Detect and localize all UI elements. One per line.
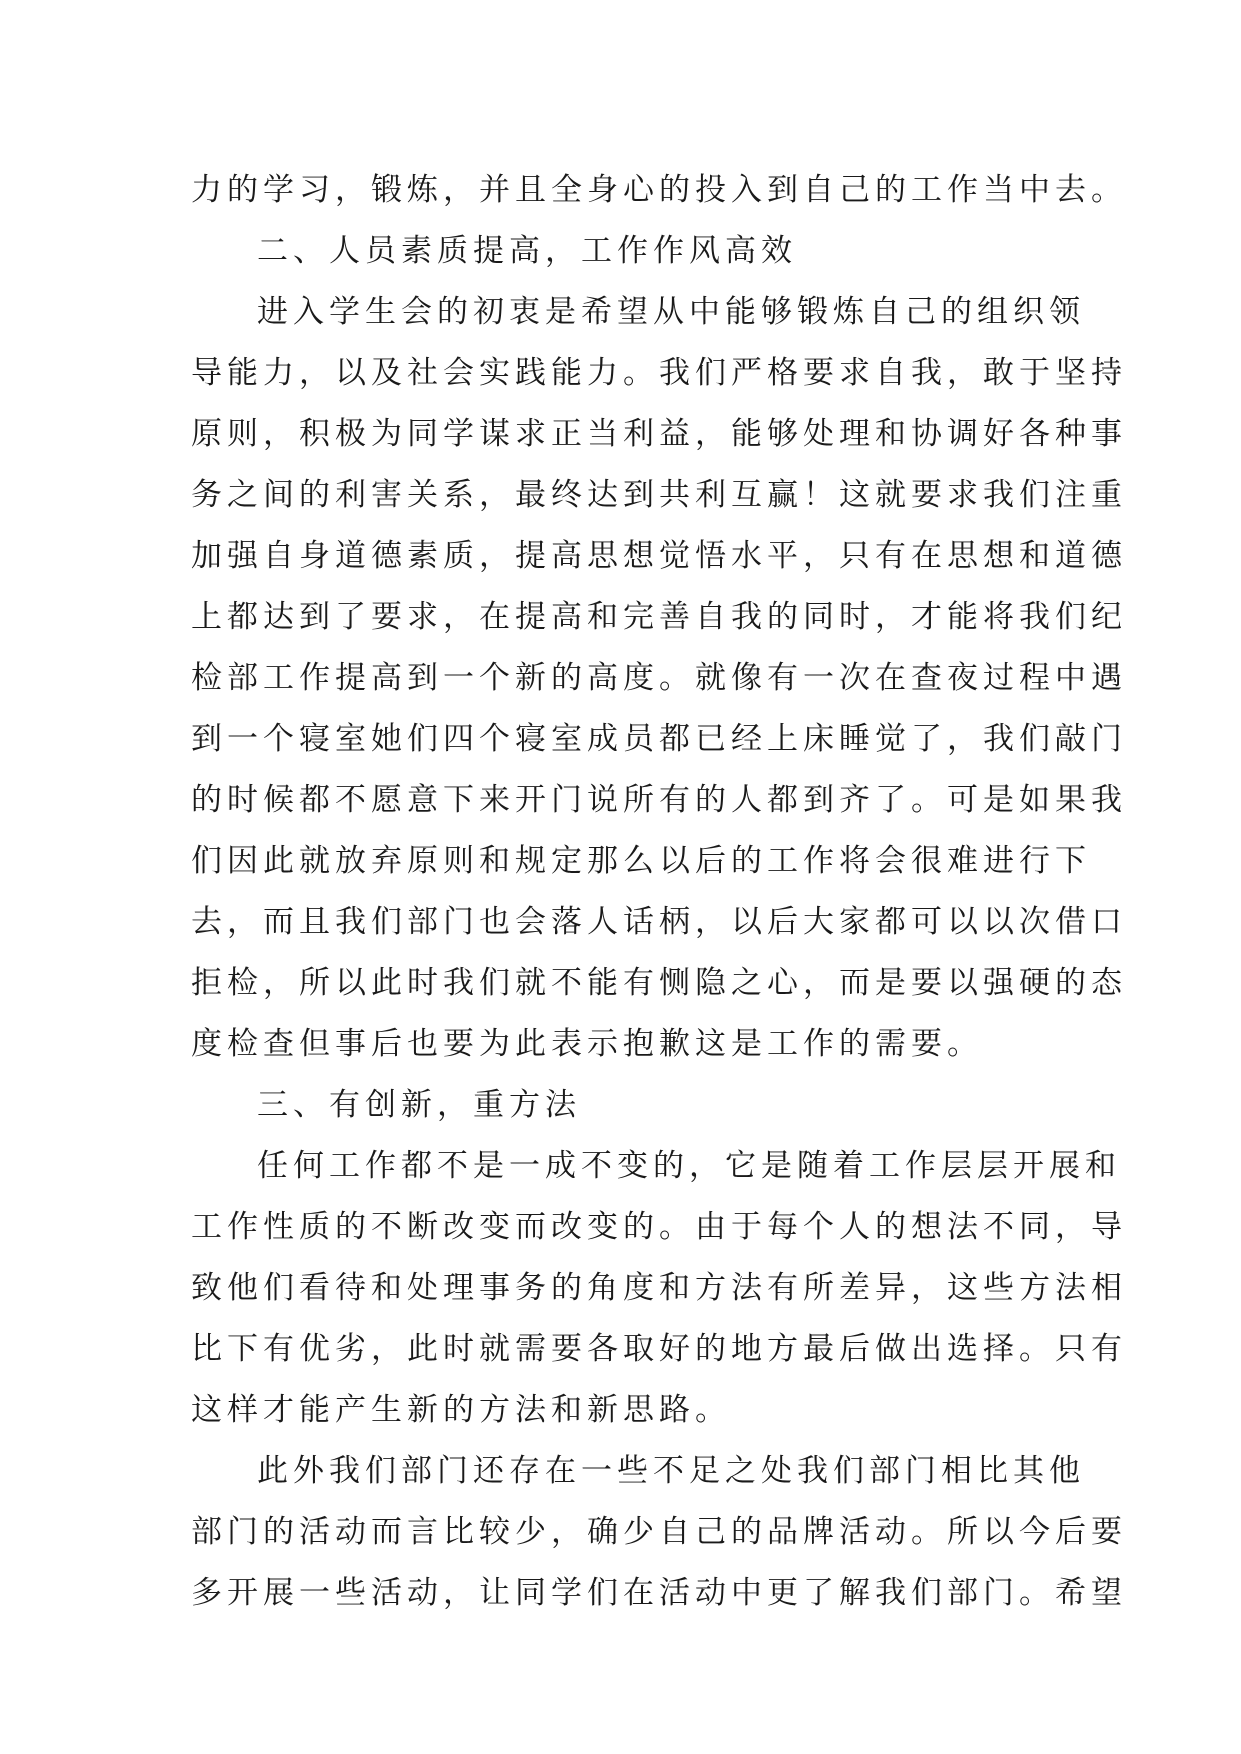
text-line: 拒检，所以此时我们就不能有恻隐之心，而是要以强硬的态 [191, 965, 1127, 1001]
section-heading: 二、人员素质提高，工作作风高效 [257, 233, 797, 269]
text-line: 原则，积极为同学谋求正当利益，能够处理和协调好各种事 [191, 416, 1127, 452]
text-line: 这样才能产生新的方法和新思路。 [191, 1392, 731, 1428]
text-line: 务之间的利害关系，最终达到共利互赢！这就要求我们注重 [191, 477, 1127, 513]
body-text [191, 160, 1127, 1624]
text-line: 去，而且我们部门也会落人话柄，以后大家都可以以次借口 [191, 904, 1127, 940]
text-line: 力的学习，锻炼，并且全身心的投入到自己的工作当中去。 [191, 172, 1127, 208]
section-heading: 三、有创新，重方法 [257, 1087, 581, 1123]
text-line: 检部工作提高到一个新的高度。就像有一次在查夜过程中遇 [191, 660, 1127, 696]
text-line: 任何工作都不是一成不变的，它是随着工作层层开展和 [257, 1148, 1121, 1184]
text-line: 到一个寝室她们四个寝室成员都已经上床睡觉了，我们敲门 [191, 721, 1127, 757]
text-line: 此外我们部门还存在一些不足之处我们部门相比其他 [257, 1453, 1085, 1489]
text-line: 度检查但事后也要为此表示抱歉这是工作的需要。 [191, 1026, 983, 1062]
text-line: 比下有优劣，此时就需要各取好的地方最后做出选择。只有 [191, 1331, 1127, 1367]
text-line: 的时候都不愿意下来开门说所有的人都到齐了。可是如果我 [191, 782, 1127, 818]
text-line: 多开展一些活动，让同学们在活动中更了解我们部门。希望 [191, 1575, 1127, 1611]
text-line: 导能力，以及社会实践能力。我们严格要求自我，敢于坚持 [191, 355, 1127, 391]
text-line: 部门的活动而言比较少，确少自己的品牌活动。所以今后要 [191, 1514, 1127, 1550]
text-line: 工作性质的不断改变而改变的。由于每个人的想法不同，导 [191, 1209, 1127, 1245]
text-line: 上都达到了要求，在提高和完善自我的同时，才能将我们纪 [191, 599, 1127, 635]
text-line: 致他们看待和处理事务的角度和方法有所差异，这些方法相 [191, 1270, 1127, 1306]
text-line: 加强自身道德素质，提高思想觉悟水平，只有在思想和道德 [191, 538, 1127, 574]
text-line: 进入学生会的初衷是希望从中能够锻炼自己的组织领 [257, 294, 1085, 330]
text-line: 们因此就放弃原则和规定那么以后的工作将会很难进行下 [191, 843, 1091, 879]
